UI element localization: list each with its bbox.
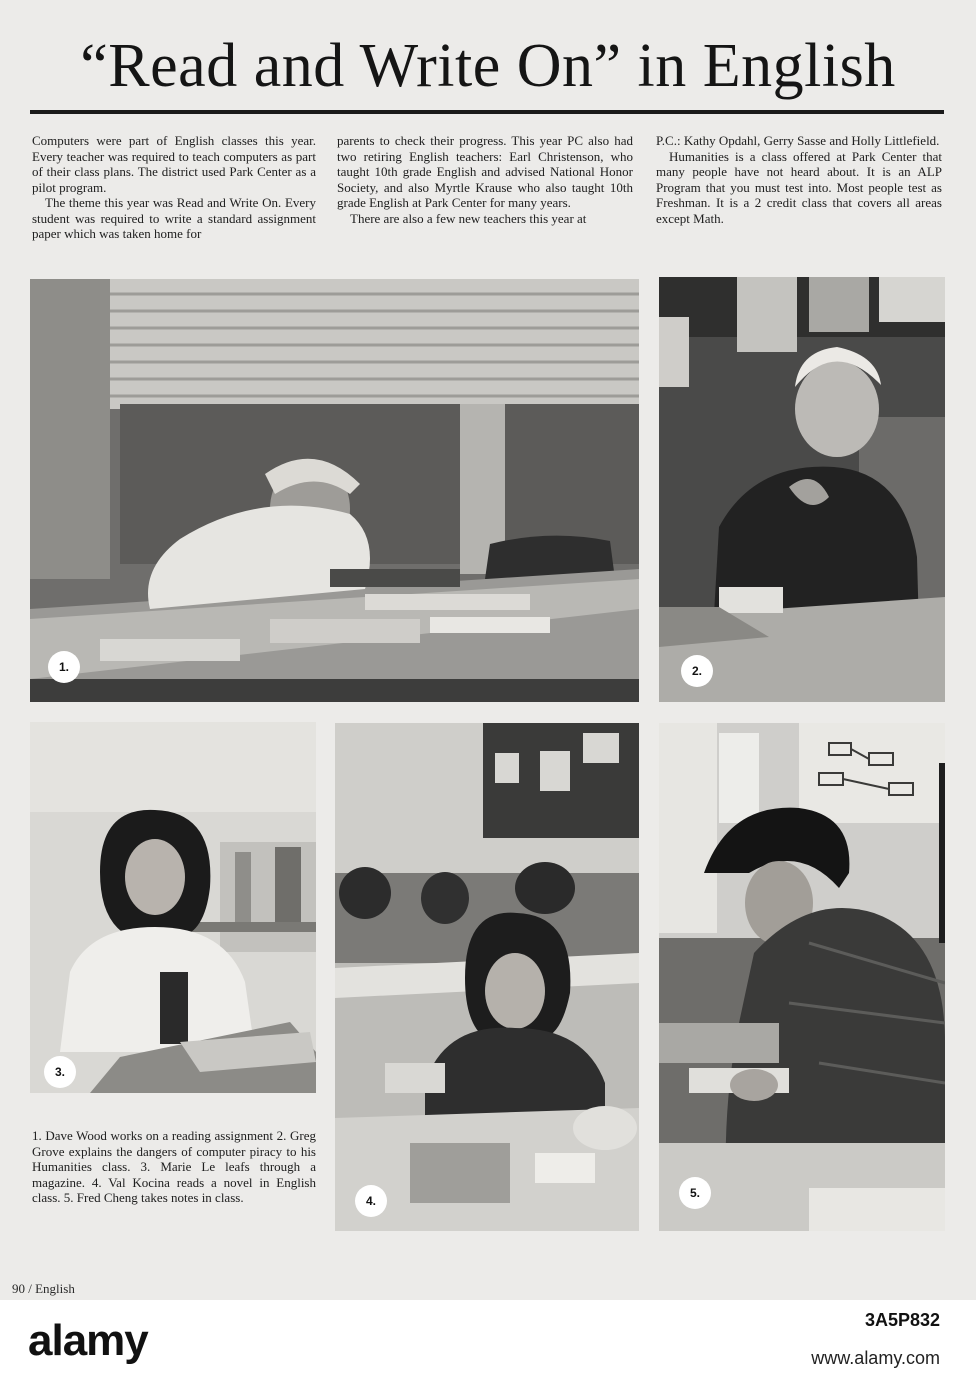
alamy-logo: alamy [28,1316,148,1365]
photo-2-student-speaking [659,277,945,702]
article-column-1 [32,133,316,242]
photo-1-image [30,279,639,702]
site-url: www.alamy.com [811,1348,940,1368]
headline-rule [30,110,944,114]
photo-captions: 1. Dave Wood works on a reading assignment 2. Greg Grove explains the dangers of computer piracy to his Humanities class. 3. Marie Le leafs through a magazine. 4. Val Kocina reads a novel in English class. 5. Fred Cheng takes notes in class. [32,1128,316,1205]
article-paragraph: Humanities is a class offered at Park Center that many people have not heard about. It is an ALP Program that you must test into. Most people test as Freshman. It is a 2 credit class that covers all areas except Math. [656,148,942,226]
article-column-3 [656,133,942,226]
photo-5-student-notes [659,723,945,1231]
article-column-2 [337,133,633,226]
article-paragraph: Computers were part of English classes this year. Every teacher was required to teach computers as part of their class plans. The district used Park Center as a pilot program. [32,133,316,195]
page-headline: “Read and Write On” in English [80,32,896,100]
page-folio: 90 / English [12,1281,75,1296]
photo-number-badge: 3. [44,1056,76,1088]
photo-3-image [30,722,316,1093]
photo-2-image [659,277,945,702]
article-paragraph: The theme this year was Read and Write On. Every student was required to write a standard assignment paper which was taken home for [32,195,316,241]
stock-footer [0,1300,976,1390]
photo-1-student-writing [30,279,639,702]
photo-number-badge: 5. [679,1177,711,1209]
article-paragraph: parents to check their progress. This year PC also had two retiring English teachers: Earl Christenson, who taught 10th grade English and advised National Honor Society, and also Myrtle Krause who also taught 10th grade English at Park Center for many years. [337,133,633,210]
photo-number-badge: 1. [48,651,80,683]
article-paragraph: P.C.: Kathy Opdahl, Gerry Sasse and Holly Littlefield. [656,133,940,148]
photo-number-badge: 2. [681,655,713,687]
photo-4-class-reading [335,723,639,1231]
image-id: 3A5P832 [864,1310,940,1330]
photo-number-badge: 4. [355,1185,387,1217]
photo-5-image [659,723,945,1231]
photo-4-image [335,723,639,1231]
article-paragraph: There are also a few new teachers this year at [350,210,587,226]
photo-3-student-magazine [30,722,316,1093]
